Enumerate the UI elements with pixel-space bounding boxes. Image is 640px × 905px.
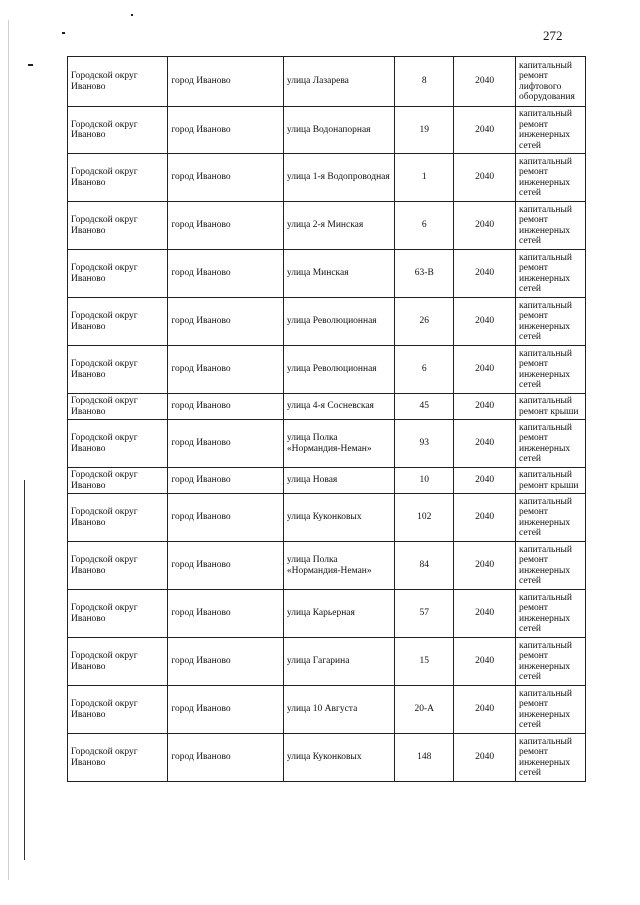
housing-repair-table: [67, 56, 586, 782]
house-number-cell: 84: [395, 542, 454, 590]
municipality-cell: Городской округ Иваново: [68, 420, 168, 468]
municipality-cell: Городской округ Иваново: [68, 494, 168, 542]
work-type-cell: капитальный ремонт инженерных сетей: [516, 494, 586, 542]
municipality-cell: Городской округ Иваново: [68, 107, 168, 154]
work-type-cell: капитальный ремонт инженерных сетей: [516, 250, 586, 298]
street-cell: улица Лазарева: [283, 57, 395, 107]
work-type-cell: капитальный ремонт инженерных сетей: [516, 202, 586, 250]
locality-cell: город Иваново: [168, 394, 284, 420]
year-cell: 2040: [454, 638, 516, 686]
house-number-cell: 6: [395, 202, 454, 250]
street-cell: улица 10 Августа: [283, 686, 395, 734]
year-cell: 2040: [454, 298, 516, 346]
work-type-cell: капитальный ремонт инженерных сетей: [516, 542, 586, 590]
street-cell: улица Минская: [283, 250, 395, 298]
table-row: [68, 468, 586, 494]
table-row: [68, 154, 586, 202]
work-type-cell: капитальный ремонт лифтового оборудования: [516, 57, 586, 107]
year-cell: 2040: [454, 590, 516, 638]
work-type-cell: капитальный ремонт крыши: [516, 468, 586, 494]
locality-cell: город Иваново: [168, 542, 284, 590]
work-type-cell: капитальный ремонт инженерных сетей: [516, 638, 586, 686]
municipality-cell: Городской округ Иваново: [68, 202, 168, 250]
municipality-cell: Городской округ Иваново: [68, 734, 168, 782]
house-number-cell: 63-В: [395, 250, 454, 298]
street-cell: улица Гагарина: [283, 638, 395, 686]
locality-cell: город Иваново: [168, 494, 284, 542]
work-type-cell: капитальный ремонт инженерных сетей: [516, 420, 586, 468]
table-row: [68, 298, 586, 346]
page-number: 272: [543, 28, 563, 43]
year-cell: 2040: [454, 494, 516, 542]
municipality-cell: Городской округ Иваново: [68, 298, 168, 346]
street-cell: улица 2-я Минская: [283, 202, 395, 250]
year-cell: 2040: [454, 542, 516, 590]
house-number-cell: 93: [395, 420, 454, 468]
house-number-cell: 15: [395, 638, 454, 686]
street-cell: улица Революционная: [283, 346, 395, 394]
locality-cell: город Иваново: [168, 154, 284, 202]
street-cell: улица 4-я Сосневская: [283, 394, 395, 420]
locality-cell: город Иваново: [168, 590, 284, 638]
street-cell: улица Куконковых: [283, 734, 395, 782]
scan-mark: [62, 32, 65, 34]
street-cell: улица Карьерная: [283, 590, 395, 638]
work-type-cell: капитальный ремонт инженерных сетей: [516, 107, 586, 154]
table-row: [68, 590, 586, 638]
locality-cell: город Иваново: [168, 468, 284, 494]
table-row: [68, 734, 586, 782]
table-row: [68, 542, 586, 590]
scan-mark: [131, 14, 133, 16]
street-cell: улица 1-я Водопроводная: [283, 154, 395, 202]
work-type-cell: капитальный ремонт инженерных сетей: [516, 590, 586, 638]
house-number-cell: 102: [395, 494, 454, 542]
work-type-cell: капитальный ремонт инженерных сетей: [516, 734, 586, 782]
street-cell: улица Революционная: [283, 298, 395, 346]
house-number-cell: 57: [395, 590, 454, 638]
work-type-cell: капитальный ремонт инженерных сетей: [516, 298, 586, 346]
locality-cell: город Иваново: [168, 686, 284, 734]
work-type-cell: капитальный ремонт инженерных сетей: [516, 154, 586, 202]
municipality-cell: Городской округ Иваново: [68, 468, 168, 494]
scan-left-margin-line: [8, 20, 9, 880]
municipality-cell: Городской округ Иваново: [68, 590, 168, 638]
work-type-cell: капитальный ремонт инженерных сетей: [516, 686, 586, 734]
year-cell: 2040: [454, 420, 516, 468]
table-row: [68, 57, 586, 107]
table-row: [68, 250, 586, 298]
street-cell: улица Водонапорная: [283, 107, 395, 154]
year-cell: 2040: [454, 57, 516, 107]
locality-cell: город Иваново: [168, 734, 284, 782]
street-cell: улица Новая: [283, 468, 395, 494]
table-row: [68, 494, 586, 542]
house-number-cell: 8: [395, 57, 454, 107]
scan-binding-line: [24, 480, 25, 860]
table-row: [68, 394, 586, 420]
house-number-cell: 19: [395, 107, 454, 154]
municipality-cell: Городской округ Иваново: [68, 346, 168, 394]
municipality-cell: Городской округ Иваново: [68, 154, 168, 202]
municipality-cell: Городской округ Иваново: [68, 542, 168, 590]
street-cell: улица Полка «Нормандия-Неман»: [283, 420, 395, 468]
street-cell: улица Полка «Нормандия-Неман»: [283, 542, 395, 590]
municipality-cell: Городской округ Иваново: [68, 57, 168, 107]
house-number-cell: 6: [395, 346, 454, 394]
locality-cell: город Иваново: [168, 298, 284, 346]
year-cell: 2040: [454, 394, 516, 420]
street-cell: улица Куконковых: [283, 494, 395, 542]
table-row: [68, 107, 586, 154]
year-cell: 2040: [454, 202, 516, 250]
house-number-cell: 1: [395, 154, 454, 202]
municipality-cell: Городской округ Иваново: [68, 686, 168, 734]
municipality-cell: Городской округ Иваново: [68, 638, 168, 686]
locality-cell: город Иваново: [168, 346, 284, 394]
locality-cell: город Иваново: [168, 638, 284, 686]
work-type-cell: капитальный ремонт инженерных сетей: [516, 346, 586, 394]
table-row: [68, 346, 586, 394]
table-row: [68, 638, 586, 686]
table-row: [68, 420, 586, 468]
year-cell: 2040: [454, 686, 516, 734]
locality-cell: город Иваново: [168, 250, 284, 298]
locality-cell: город Иваново: [168, 202, 284, 250]
year-cell: 2040: [454, 346, 516, 394]
house-number-cell: 10: [395, 468, 454, 494]
year-cell: 2040: [454, 734, 516, 782]
municipality-cell: Городской округ Иваново: [68, 250, 168, 298]
municipality-cell: Городской округ Иваново: [68, 394, 168, 420]
house-number-cell: 26: [395, 298, 454, 346]
house-number-cell: 20-А: [395, 686, 454, 734]
locality-cell: город Иваново: [168, 57, 284, 107]
year-cell: 2040: [454, 468, 516, 494]
locality-cell: город Иваново: [168, 107, 284, 154]
scan-mark: [28, 64, 33, 66]
year-cell: 2040: [454, 250, 516, 298]
year-cell: 2040: [454, 154, 516, 202]
table-row: [68, 686, 586, 734]
table-row: [68, 202, 586, 250]
work-type-cell: капитальный ремонт крыши: [516, 394, 586, 420]
house-number-cell: 148: [395, 734, 454, 782]
year-cell: 2040: [454, 107, 516, 154]
house-number-cell: 45: [395, 394, 454, 420]
locality-cell: город Иваново: [168, 420, 284, 468]
